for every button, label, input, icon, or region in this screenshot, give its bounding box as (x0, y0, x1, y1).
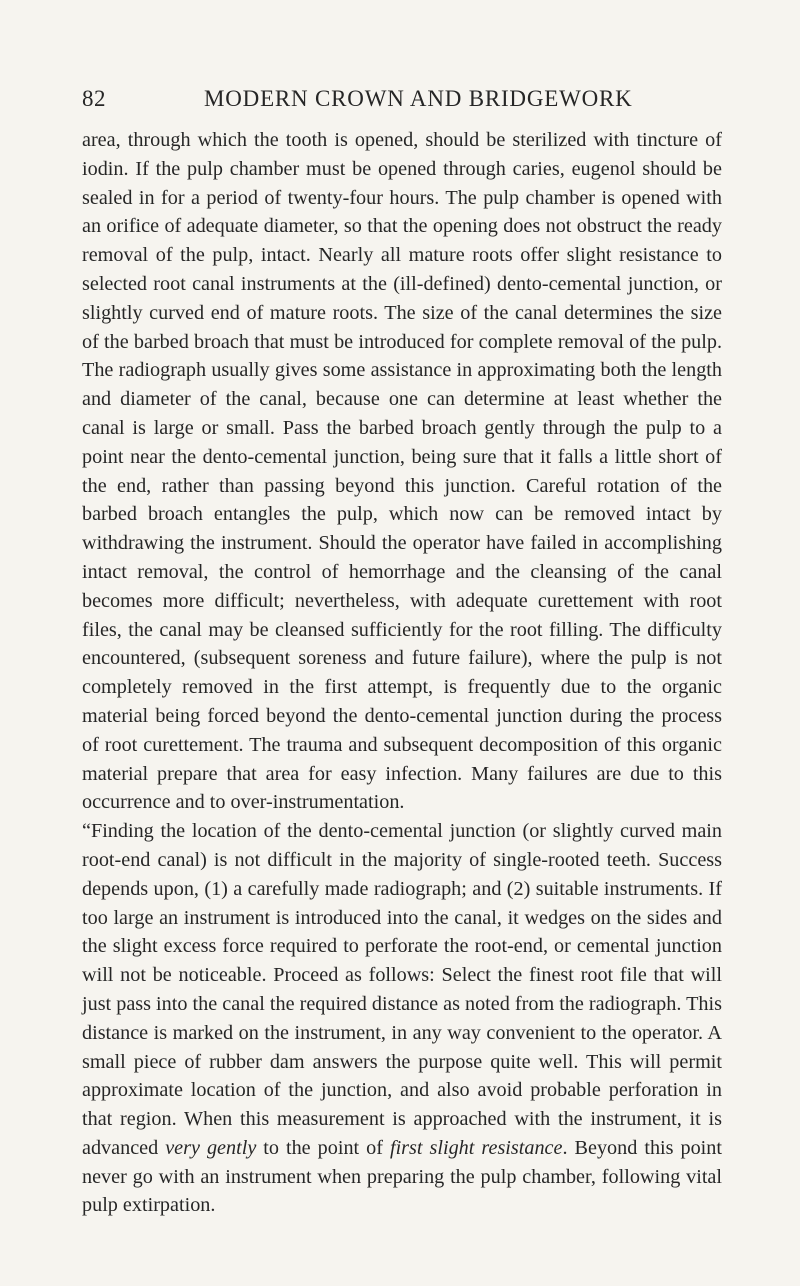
paragraph-2-text-end: . Beyond this point never go with an instrument when preparing the pulp chamber, following vital pulp extirpation. (82, 1136, 722, 1217)
paragraph-2-text-start: “Finding the location of the dento-cemental junction (or slightly curved main root-end canal) is not difficult in the majority of single-rooted teeth. Success depends upon, (1) a carefully made radiograph; and (2) suitable instruments. If too large an instrument is introduced into the canal, it wedges on the sides and the slight excess force required to perforate the root-end, or cemental junction will not be noticeable. Proceed as follows: Select the finest root file that will just pass into the canal the required distance as noted from the radiograph. This distance is marked on the instrument, in any way convenient to the operator. A small piece of rubber dam answers the purpose quite well. This will permit approximate location of the junction, and also avoid probable perforation in that region. When this measurement is approached with the instrument, it is advanced (82, 820, 722, 1159)
paragraph-2-text-middle: to the point of (256, 1136, 390, 1159)
emphasis-very-gently: very gently (165, 1136, 257, 1159)
body-text (82, 126, 722, 1220)
paragraph-1: area, through which the tooth is opened, should be sterilized with tincture of iodin. If the pulp chamber must be opened through caries, eugenol should be sealed in for a period of twenty-four hours. The pulp chamber is opened with an orifice of adequate diameter, so that the opening does not obstruct the ready removal of the pulp, intact. Nearly all mature roots offer slight resistance to selected root canal instruments at the (ill-defined) dento-cemental junction, or slightly curved end of mature roots. The size of the canal determines the size of the barbed broach that must be introduced for complete removal of the pulp. The radiograph usually gives some assistance in approximating both the length and diameter of the canal, because one can determine at least whether the canal is large or small. Pass the barbed broach gently through the pulp to a point near the dento-cemental junction, being sure that it falls a little short of the end, rather than passing beyond this junction. Careful rotation of the barbed broach entangles the pulp, which now can be removed intact by withdrawing the instrument. Should the operator have failed in accomplishing intact removal, the control of hemorrhage and the cleansing of the canal becomes more difficult; nevertheless, with adequate curettement with root files, the canal may be cleansed sufficiently for the root filling. The difficulty encountered, (subsequent soreness and future failure), where the pulp is not completely removed in the first attempt, is frequently due to the organic material being forced beyond the dento-cemental junction during the process of root curettement. The trauma and subsequent decomposition of this organic material prepare that area for easy infection. Many failures are due to this occurrence and to over-instrumentation. (82, 129, 722, 814)
page-number: 82 (82, 86, 106, 111)
running-title: MODERN CROWN AND BRIDGEWORK (204, 86, 633, 111)
emphasis-first-slight-resistance: first slight resistance (389, 1136, 563, 1159)
running-header (82, 86, 722, 116)
paragraph-2 (82, 817, 722, 1220)
